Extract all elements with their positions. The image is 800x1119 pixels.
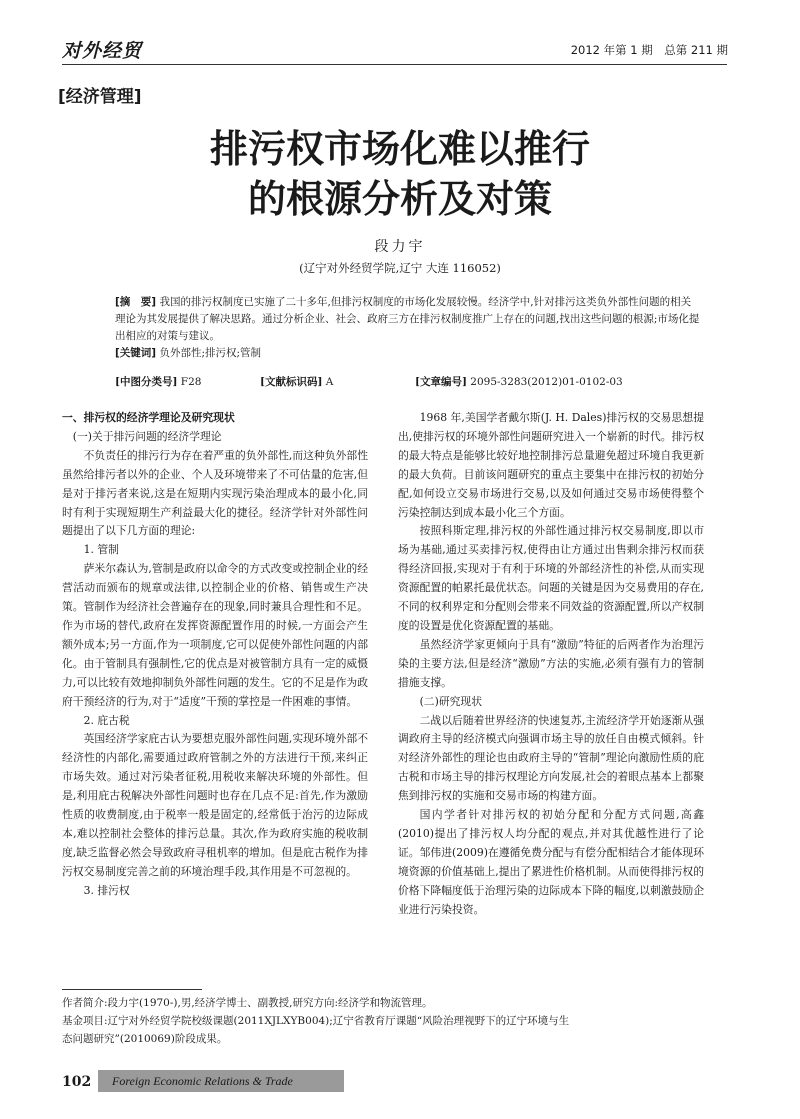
header-rule xyxy=(62,64,727,65)
fund-info-line-1: 基金项目:辽宁对外经贸学院校级课题(2011XJLXYB004);辽宁省教育厅课题“风险治理视野下的辽宁环境与生 xyxy=(62,1015,570,1027)
item-heading: 2. 庇古税 xyxy=(83,713,130,727)
abstract-text: 我国的排污权制度已实施了二十多年,但排污权制度的市场化发展较慢。经济学中,针对排污这类负外部性问题的相关理论为其发展提供了解决思路。通过分析企业、社会、政府三方在排污权制度推广上存在的问题,找出这些问题的根源;市场化提出相应的对策与建议。 xyxy=(115,296,700,342)
author-name: 段力宇 xyxy=(374,239,426,255)
subsection-heading: (一)关于排污问题的经济学理论 xyxy=(72,429,222,443)
paragraph: 二战以后随着世界经济的快速复苏,主流经济学开始逐渐从强调政府主导的经济模式向强调市场主导的放任自由模式倾斜。针对经济外部性的理论也由政府主导的“管制”理论向激励性质的庇古税和市场主导的排污权理论方向发展,社会的着眼点基本上都聚焦到排污权的实施和交易市场的构建方面。 xyxy=(398,713,704,803)
footnote-rule xyxy=(62,989,202,990)
paragraph: 不负责任的排污行为存在着严重的负外部性,而这种负外部性虽然给排污者以外的企业、个人及环境带来了不可估量的危害,但是对于排污者来说,这是在短期内实现污染治理成本的最小化,同时有利于实现短期生产利益最大化的捷径。经济学针对外部性问题提出了以下几方面的理论: xyxy=(62,448,368,538)
left-column xyxy=(62,409,368,901)
keywords-label: [关键词] xyxy=(115,347,157,359)
paragraph: 英国经济学家庇古认为要想克服外部性问题,实现环境外部不经济性的内部化,需要通过政府管制之外的方法进行干预,来纠正市场失效。通过对污染者征税,用税收来解决环境的外部性。但是,利用庇古税解决外部性问题时也存在几点不足:首先,作为激励性质的收费制度,由于税率一般是固定的,经常低于治污的边际成本,难以控制社会整体的排污总量。其次,作为政府实施的税收制度,缺乏监督必然会导致政府寻租机率的增加。但是庇古税作为排污权交易制度完善之前的环境治理手段,其作用是不可忽视的。 xyxy=(62,732,368,878)
paragraph: 虽然经济学家更倾向于具有“激励”特征的后两者作为治理污染的主要方法,但是经济“激励”方法的实施,必须有强有力的管制措施支撑。 xyxy=(398,637,704,689)
article-title-line-1: 排污权市场化难以推行 xyxy=(209,126,590,171)
doc-code-label: [文献标识码] xyxy=(260,376,323,388)
fund-info-line-2: 态问题研究”(2010069)阶段成果。 xyxy=(62,1033,228,1045)
doc-code-value: A xyxy=(325,376,334,388)
footnotes xyxy=(62,994,727,1048)
clc-value: F28 xyxy=(180,376,202,388)
right-column xyxy=(398,409,704,919)
item-heading: 3. 排污权 xyxy=(83,883,130,897)
section-heading: 一、排污权的经济学理论及研究现状 xyxy=(62,411,235,424)
keywords: 负外部性;排污权;管制 xyxy=(159,347,262,359)
paragraph: 按照科斯定理,排污权的外部性通过排污权交易制度,即以市场为基础,通过买卖排污权,使得由让方通过出售剩余排污权而获得经济回报,实现对于有利于环境的外部经济性的补偿,从而实现资源配置的帕累托最优状态。问题的关键是因为交易费用的存在,不同的权利界定和分配则会带来不同效益的资源配置,所以产权制度的设置是优化资源配置的基础。 xyxy=(398,524,704,632)
paragraph: 萨米尔森认为,管制是政府以命令的方式改变或控制企业的经营活动而颁布的规章或法律,以控制企业的价格、销售或生产决策。管制作为经济社会普遍存在的现象,同时兼具合理性和不足。作为市场的替代,政府在发挥资源配置作用的时候,一方面会产生额外成本;另一方面,作为一项制度,它可以促使外部性问题的内部化。由于管制具有强制性,它的优点是对被管制方具有一定的威慑力,可以比较有效地抑制负外部性问题的发生。它的不足是作为政府干预经济的行为,对于“适度”干预的掌控是一件困难的事情。 xyxy=(62,562,368,708)
journal-english-name: Foreign Economic Relations & Trade xyxy=(98,1070,344,1092)
author-bio: 作者简介:段力宇(1970-),男,经济学博士、副教授,研究方向:经济学和物流管理。 xyxy=(62,997,433,1009)
subsection-heading: (二)研究现状 xyxy=(419,694,483,708)
paragraph: 国内学者针对排污权的初始分配和分配方式问题,高鑫(2010)提出了排污权人均分配的观点,并对其优越性进行了论证。邹伟进(2009)在遵循免费分配与有偿分配相结合才能体现环境资源的价值基础上,提出了累进性价格机制。从而使得排污权的价格下降幅度低于治理污染的边际成本下降的幅度,以刺激鼓励企业进行污染投资。 xyxy=(398,808,704,916)
author-affiliation: (辽宁对外经贸学院,辽宁 大连 116052) xyxy=(299,261,501,275)
page-number: 102 xyxy=(62,1074,92,1090)
section-label: [经济管理] xyxy=(58,87,142,107)
journal-logo: 对外经贸 xyxy=(62,40,143,62)
paragraph: 1968 年,美国学者戴尔斯(J. H. Dales)排污权的交易思想提出,使排污权的环境外部性问题研究进入一个崭新的时代。排污权的最大特点是能够比较好地控制排污总量避免超过环境自我更新的最大负荷。目前该问题研究的重点主要集中在排污权的初始分配,如何设立交易市场进行交易,以及如何通过交易市场使得整个污染控制达到成本最小化三个方面。 xyxy=(398,411,704,519)
abstract xyxy=(115,294,700,362)
item-heading: 1. 管制 xyxy=(83,543,119,557)
clc-label: [中图分类号] xyxy=(115,376,178,388)
article-no-value: 2095-3283(2012)01-0102-03 xyxy=(470,376,623,388)
issue-info: 2012 年第 1 期 总第 211 期 xyxy=(570,43,728,57)
article-no-label: [文章编号] xyxy=(415,376,467,388)
article-title-line-2: 的根源分析及对策 xyxy=(247,176,552,221)
abstract-label: [摘 要] xyxy=(115,296,157,308)
